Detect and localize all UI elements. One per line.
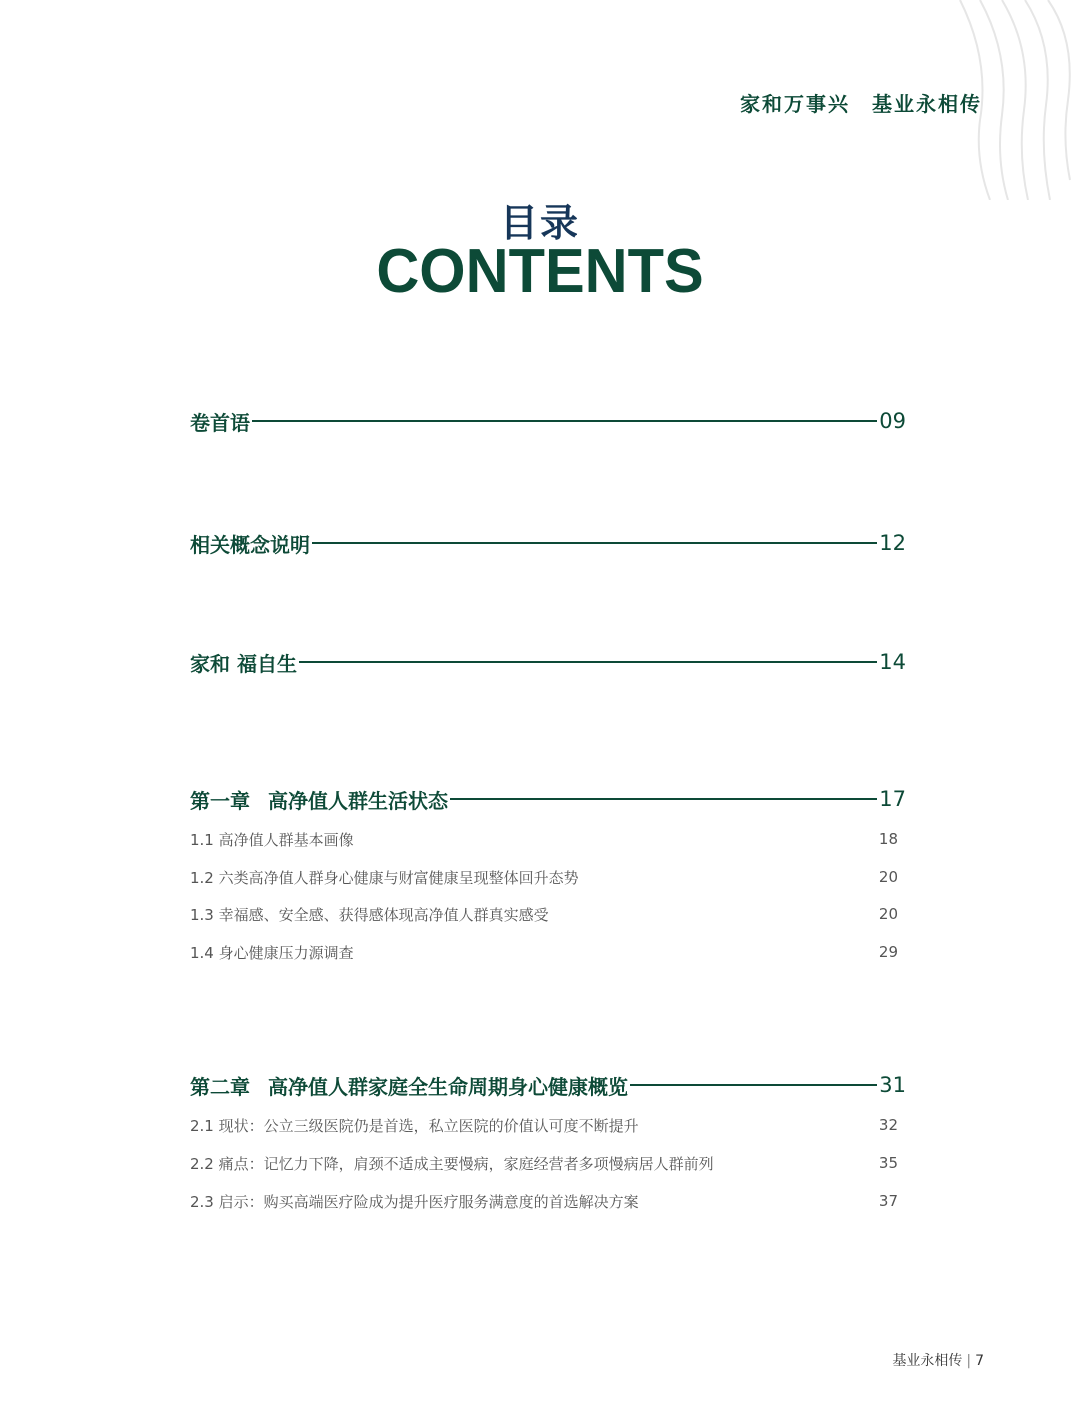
chapter-title: 高净值人群生活状态: [268, 788, 448, 813]
footer-page-number: 7: [975, 1353, 984, 1369]
footer-separator: |: [966, 1353, 972, 1369]
toc-subitem-1-4[interactable]: [190, 941, 898, 963]
toc-chapter-page: 17: [879, 787, 906, 811]
toc-subitem-2-1[interactable]: [190, 1114, 898, 1136]
toc-chapter-label: [190, 785, 448, 814]
toc-subitem-label: 2.3 启示：购买高端医疗险成为提升医疗服务满意度的首选解决方案: [190, 1192, 639, 1211]
header-tagline: [740, 88, 982, 117]
chapter-title: 高净值人群家庭全生命周期身心健康概览: [268, 1074, 628, 1099]
toc-subitem-1-1[interactable]: [190, 828, 898, 850]
toc-entry-preface[interactable]: [190, 406, 906, 436]
toc-subitem-label: 1.2 六类高净值人群身心健康与财富健康呈现整体回升态势: [190, 868, 579, 887]
toc-chapter-page: 31: [879, 1073, 906, 1097]
leader-line: [299, 661, 877, 663]
toc-subitem-1-3[interactable]: [190, 903, 898, 925]
tagline-part2: 基业永相传: [872, 92, 982, 116]
toc-subitem-page: 35: [878, 1154, 898, 1172]
toc-entry-page: 12: [879, 531, 906, 555]
leader-line: [630, 1084, 877, 1086]
toc-entry-page: 14: [879, 650, 906, 674]
toc-entry-family[interactable]: [190, 647, 906, 677]
tagline-part1: 家和万事兴: [740, 92, 850, 116]
leader-line: [252, 420, 877, 422]
toc-entry-label: 家和 福自生: [190, 651, 297, 676]
toc-subitem-2-3[interactable]: [190, 1190, 898, 1212]
chapter-number: 第二章: [190, 1074, 250, 1099]
toc-subitem-page: 20: [878, 868, 898, 886]
toc-entry-concepts[interactable]: [190, 528, 906, 558]
toc-entry-page: 09: [879, 409, 906, 433]
toc-subitem-page: 32: [878, 1116, 898, 1134]
toc-chapter-2[interactable]: [190, 1070, 906, 1100]
page-footer: [892, 1350, 984, 1370]
toc-subitem-2-2[interactable]: [190, 1152, 898, 1174]
toc-entry-label: 相关概念说明: [190, 532, 310, 557]
toc-subitem-label: 1.1 高净值人群基本画像: [190, 830, 354, 849]
toc-subitem-page: 18: [878, 830, 898, 848]
footer-text: 基业永相传: [892, 1353, 963, 1369]
toc-subitem-page: 37: [878, 1192, 898, 1210]
chapter-number: 第一章: [190, 788, 250, 813]
leader-line: [312, 542, 877, 544]
toc-subitem-1-2[interactable]: [190, 866, 898, 888]
toc-subitem-label: 1.4 身心健康压力源调查: [190, 943, 354, 962]
toc-chapter-label: [190, 1071, 628, 1100]
toc-chapter-1[interactable]: [190, 784, 906, 814]
toc-subitem-page: 20: [878, 905, 898, 923]
toc-entry-label: 卷首语: [190, 410, 250, 435]
leader-line: [450, 798, 877, 800]
toc-subitem-page: 29: [878, 943, 898, 961]
toc-subitem-label: 1.3 幸福感、安全感、获得感体现高净值人群真实感受: [190, 905, 549, 924]
toc-subitem-label: 2.1 现状：公立三级医院仍是首选，私立医院的价值认可度不断提升: [190, 1116, 639, 1135]
page-title-cn: 目录: [499, 201, 580, 245]
page-title-en: CONTENTS: [376, 237, 704, 306]
toc-subitem-label: 2.2 痛点：记忆力下降，肩颈不适成主要慢病，家庭经营者多项慢病居人群前列: [190, 1154, 714, 1173]
